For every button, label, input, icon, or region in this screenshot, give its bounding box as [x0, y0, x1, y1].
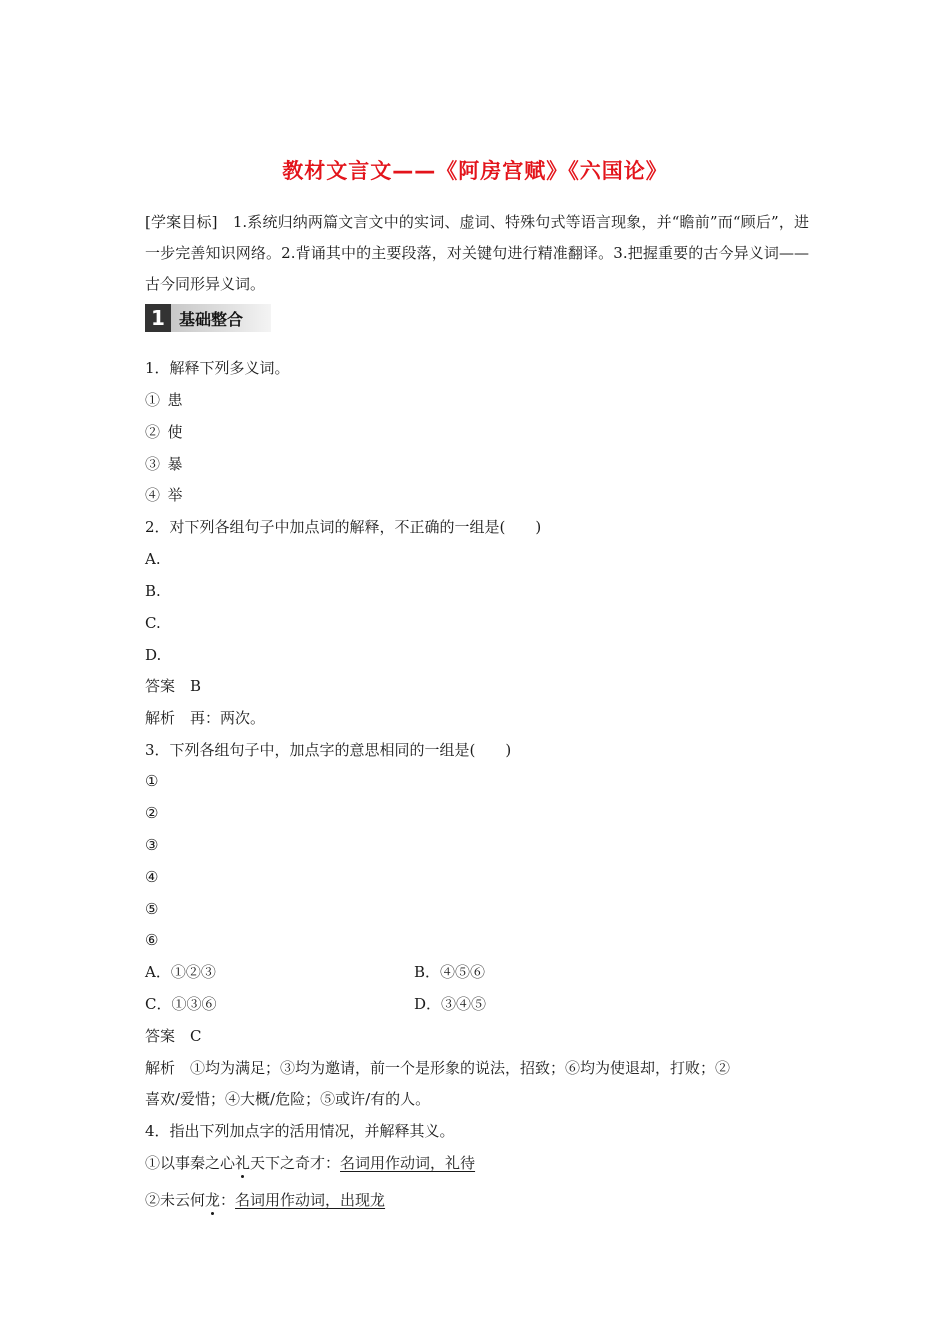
q2-analysis: 解析 再：两次。	[145, 709, 266, 727]
q4-item-1-answer: 名词用作动词，礼待	[340, 1154, 476, 1172]
q2-option: B.	[145, 582, 161, 600]
learning-goals: [学案目标] 1.系统归纳两篇文言文中的实词、虚词、特殊句式等语言现象，并“瞻前”而“顾后”，进一步完善知识网络。2.背诵其中的主要段落，对关键句进行精准翻译。3.把握重要的古今异义词——古今同形异义词。	[145, 213, 809, 293]
q3-stem: 3．下列各组句子中，加点字的意思相同的一组是( )	[145, 741, 512, 759]
q3-choice-b: B．④⑤⑥	[414, 963, 486, 981]
q2-option: C.	[145, 614, 161, 632]
q1-item: ③ 暴	[145, 455, 183, 473]
section-number: 1	[145, 304, 171, 332]
q3-item: ②	[145, 804, 159, 822]
q3-answer: 答案 C	[145, 1027, 202, 1045]
q3-item: ①	[145, 772, 159, 790]
q4-item-2-text: ②未云何	[145, 1191, 206, 1209]
q4-item-1-text-rest: 天下之奇才：	[250, 1154, 341, 1172]
q1-item: ② 使	[145, 423, 183, 441]
q3-analysis-cont: 喜欢/爱惜；④大概/危险；⑤或许/有的人。	[145, 1090, 431, 1108]
q1-stem: 1．解释下列多义词。	[145, 359, 290, 377]
q1-item: ④ 举	[145, 486, 183, 504]
q4-item-1-text: ①以事秦之心	[145, 1154, 236, 1172]
q2-option: A.	[145, 550, 161, 568]
q3-item: ④	[145, 868, 159, 886]
q3-choice-d: D．③④⑤	[414, 995, 487, 1013]
q3-analysis: 解析 ①均为满足；③均为邀请，前一个是形象的说法，招致；⑥均为使退却，打败；②	[145, 1059, 731, 1077]
q1-item: ① 患	[145, 391, 183, 409]
q4-item-1	[145, 1153, 475, 1173]
q2-option: D.	[145, 646, 162, 664]
q4-item-1-dotted-char: 礼	[235, 1154, 251, 1172]
q3-choice-c: C．①③⑥	[145, 995, 217, 1013]
section-banner	[145, 304, 271, 332]
q3-item: ③	[145, 836, 159, 854]
q4-item-2-text-rest: ：	[220, 1191, 236, 1209]
q3-choice-a: A．①②③	[145, 963, 216, 981]
q3-item: ⑥	[145, 931, 159, 949]
q2-stem: 2．对下列各组句子中加点词的解释，不正确的一组是( )	[145, 518, 542, 536]
q4-item-2	[145, 1190, 385, 1210]
q4-item-2-dotted-char: 龙	[205, 1191, 221, 1209]
page-title: 教材文言文——《阿房宫赋》《六国论》	[282, 159, 668, 183]
q4-stem: 4．指出下列加点字的活用情况，并解释其义。	[145, 1122, 455, 1140]
section-label: 基础整合	[171, 304, 271, 332]
q3-item: ⑤	[145, 900, 159, 918]
q2-answer: 答案 B	[145, 677, 202, 695]
q4-item-2-answer: 名词用作动词，出现龙	[235, 1191, 386, 1209]
